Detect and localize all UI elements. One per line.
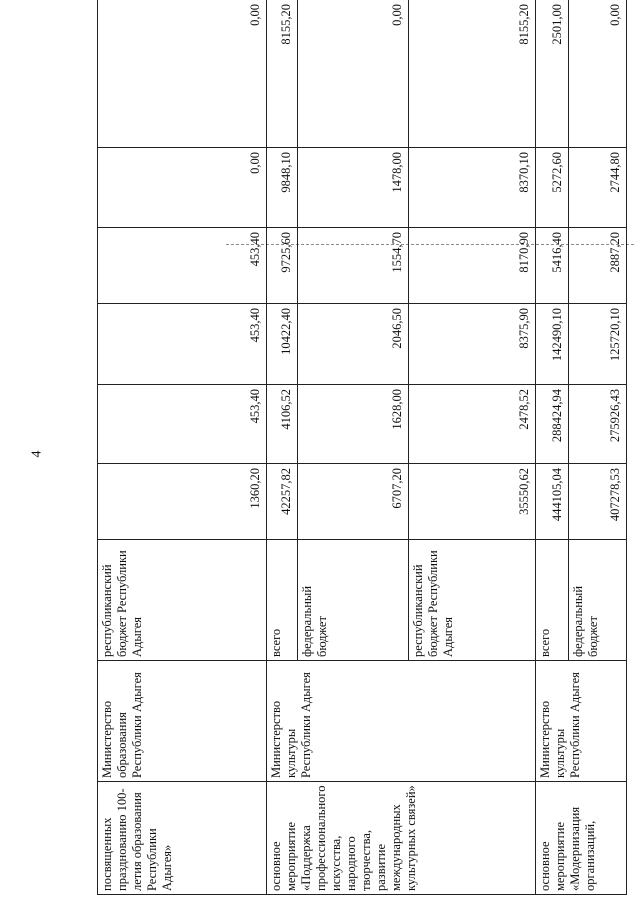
year-amount-cell: 0,00 xyxy=(297,0,408,148)
total-amount-cell: 42257,82 xyxy=(266,464,297,540)
year-amount-cell: 275926,43 xyxy=(569,385,627,464)
year-amount-cell: 125720,10 xyxy=(569,304,627,385)
year-amount-cell: 8370,10 xyxy=(408,148,535,228)
year-amount-cell: 9725,60 xyxy=(266,228,297,304)
total-amount-cell: 407278,53 xyxy=(569,464,627,540)
year-amount-cell: 9848,10 xyxy=(266,148,297,228)
year-amount-cell: 453,40 xyxy=(98,228,267,304)
year-amount-cell: 8170,90 xyxy=(408,228,535,304)
funding-source-cell: всего xyxy=(266,540,297,661)
year-amount-cell: 0,00 xyxy=(569,0,627,148)
year-amount-cell: 8155,20 xyxy=(266,0,297,148)
year-amount-cell: 1554,70 xyxy=(297,228,408,304)
total-amount-cell: 35550,62 xyxy=(408,464,535,540)
measure-name-cell: посвященных празднованию 100-летия образования Республики Адыгея» xyxy=(98,782,267,895)
funding-source-cell: республиканский бюджет Республики Адыгея xyxy=(408,540,535,661)
budget-table xyxy=(97,0,627,895)
measure-name-cell: основное мероприятие «Поддержка профессионального искусства, народного творчества, развитие международных культурных связей» xyxy=(266,782,535,895)
year-amount-cell: 288424,94 xyxy=(535,385,569,464)
year-amount-cell: 8375,90 xyxy=(408,304,535,385)
executor-cell: Министерство культуры Республики Адыгея xyxy=(535,661,626,782)
year-amount-cell: 2744,80 xyxy=(569,148,627,228)
year-amount-cell: 5416,40 xyxy=(535,228,569,304)
funding-source-cell: всего xyxy=(535,540,569,661)
year-amount-cell: 1478,00 xyxy=(297,148,408,228)
year-amount-cell: 8155,20 xyxy=(408,0,535,148)
year-amount-cell: 2501,00 xyxy=(535,0,569,148)
year-amount-cell: 2478,52 xyxy=(408,385,535,464)
total-amount-cell: 444105,04 xyxy=(535,464,569,540)
year-amount-cell: 2887,20 xyxy=(569,228,627,304)
year-amount-cell: 0,00 xyxy=(98,0,267,148)
executor-cell: Министерство образования Республики Адыгея xyxy=(98,661,267,782)
funding-source-cell: федеральный бюджет xyxy=(569,540,627,661)
table-row xyxy=(98,0,267,895)
year-amount-cell: 0,00 xyxy=(98,148,267,228)
funding-source-cell: федеральный бюджет xyxy=(297,540,408,661)
page-number: 4 xyxy=(29,450,45,458)
year-amount-cell: 453,40 xyxy=(98,385,267,464)
total-amount-cell: 1360,20 xyxy=(98,464,267,540)
total-amount-cell: 6707,20 xyxy=(297,464,408,540)
year-amount-cell: 5272,60 xyxy=(535,148,569,228)
year-amount-cell: 142490,10 xyxy=(535,304,569,385)
funding-source-cell: республиканский бюджет Республики Адыгея xyxy=(98,540,267,661)
table-row xyxy=(535,0,569,895)
year-amount-cell: 2046,50 xyxy=(297,304,408,385)
executor-cell: Министерство культуры Республики Адыгея xyxy=(266,661,535,782)
rotated-budget-table-container xyxy=(97,0,627,895)
table-row xyxy=(266,0,297,895)
year-amount-cell: 453,40 xyxy=(98,304,267,385)
year-amount-cell: 4106,52 xyxy=(266,385,297,464)
measure-name-cell: основное мероприятие «Модернизация организаций, xyxy=(535,782,626,895)
year-amount-cell: 1628,00 xyxy=(297,385,408,464)
year-amount-cell: 10422,40 xyxy=(266,304,297,385)
